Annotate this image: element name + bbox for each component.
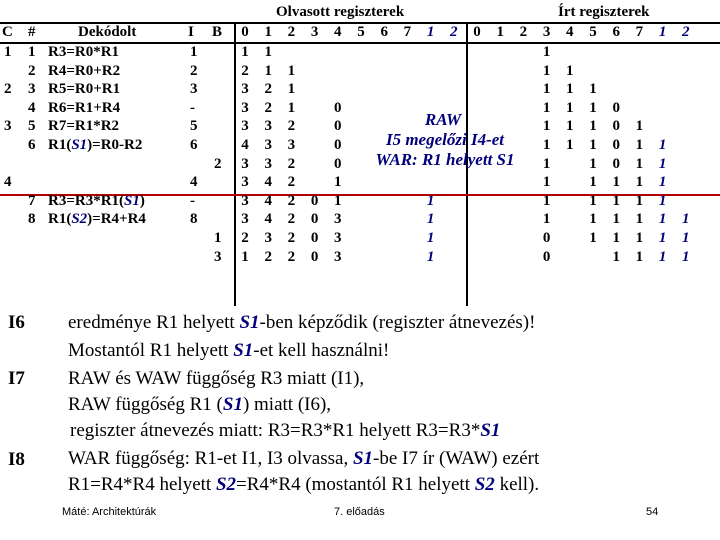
read-cell-2-1: 2 [264,81,272,98]
write-cell-3-5: 1 [589,99,597,116]
write-cell-6-5: 1 [589,155,597,172]
read-cell-11-8: 1 [426,248,435,265]
read-cell-10-0: 2 [241,230,249,246]
read-cell-10-1: 3 [264,230,272,246]
i7-line-2: RAW függőség R1 (S1) miatt (I6), [68,394,332,415]
row-num-3: 4 [28,99,36,116]
read-cell-5-0: 4 [241,137,249,153]
write-cell-8-8: 1 [658,192,667,209]
write-cell-5-5: 1 [589,137,597,153]
write-cell-5-6: 0 [612,137,620,153]
read-cell-11-0: 1 [241,248,249,265]
write-cell-6-8: 1 [658,155,667,172]
i7-line-3: regiszter átnevezés miatt: R3=R3*R1 helyett R3=R3*S1 [70,420,501,441]
write-cell-7-7: 1 [635,174,644,191]
read-cell-7-4: 1 [334,174,342,191]
col-num-header: # [28,24,36,40]
col-b-header: B [212,24,223,40]
write-cell-10-5: 1 [589,230,597,246]
write-cell-8-6: 1 [612,192,620,209]
read-cell-3-4: 0 [334,99,342,116]
write-col-header-5: 5 [589,24,597,40]
read-cell-9-2: 2 [287,211,296,228]
write-cell-10-7: 1 [635,230,644,246]
i8-line-2: R1=R4*R4 helyett S2=R4*R4 (mostantól R1 helyett S2 kell). [68,474,540,495]
read-col-header-1: 1 [264,24,272,40]
read-col-header-0: 0 [241,24,249,40]
read-cell-5-1: 3 [264,137,272,153]
row-decoded-9: R1(S2)=R4+R4 [48,211,146,228]
read-cell-6-0: 3 [241,155,249,172]
write-registers-title: Írt regiszterek [558,4,650,20]
row-num-2: 3 [28,81,36,98]
read-cell-11-4: 3 [334,248,342,265]
row-decoded-2: R5=R0+R1 [48,81,121,98]
read-cell-8-8: 1 [426,192,435,209]
read-col-header-7: 7 [403,24,412,40]
read-cell-0-1: 1 [264,44,272,60]
write-cell-10-9: 1 [682,230,690,246]
read-cell-9-4: 3 [334,211,342,228]
write-cell-6-7: 1 [635,155,644,172]
read-cell-3-2: 1 [287,99,296,116]
read-col-header-6: 6 [380,24,388,40]
write-cell-10-3: 0 [542,230,551,246]
note-raw: RAW [424,110,462,129]
write-col-header-2: 2 [519,24,528,40]
col-c-header: C [2,24,13,40]
write-cell-9-3: 1 [542,211,551,228]
read-col-header-9: 2 [450,24,458,40]
row-cycle-2: 2 [4,81,12,98]
write-col-header-8: 1 [658,24,667,40]
write-cell-6-3: 1 [542,155,551,172]
write-cell-4-7: 1 [635,118,644,135]
read-cell-4-1: 3 [264,118,272,135]
row-issue-8: - [190,192,195,209]
write-cell-3-3: 1 [542,99,551,116]
row-decoded-4: R7=R1*R2 [48,118,120,135]
write-cell-2-3: 1 [542,81,551,98]
write-cell-8-3: 1 [542,192,551,209]
read-cell-4-2: 2 [287,118,296,135]
write-cell-7-5: 1 [589,174,597,191]
write-cell-3-6: 0 [612,99,620,116]
col-decoded-header: Dekódolt [78,24,137,40]
footer-page-number: 54 [646,506,659,518]
row-decoded-1: R4=R0+R2 [48,62,121,79]
write-cell-9-9: 1 [682,211,690,228]
read-cell-5-2: 3 [287,137,296,153]
write-col-header-6: 6 [612,24,620,40]
read-cell-8-1: 4 [264,192,272,209]
write-cell-9-7: 1 [635,211,644,228]
write-cell-4-4: 1 [566,118,574,135]
read-cell-6-2: 2 [287,155,296,172]
write-cell-11-8: 1 [658,248,667,265]
read-cell-10-3: 0 [310,230,319,246]
row-decoded-3: R6=R1+R4 [48,99,121,116]
row-decoded-0: R3=R0*R1 [48,44,120,60]
write-cell-11-7: 1 [635,248,644,265]
read-cell-8-4: 1 [334,192,342,209]
write-cell-1-3: 1 [542,62,551,79]
i6-line-1: eredménye R1 helyett S1-ben képződik (regiszter átnevezés)! [68,312,536,333]
row-b-6: 2 [214,155,222,172]
read-col-header-8: 1 [426,24,435,40]
read-cell-9-3: 0 [310,211,319,228]
write-cell-11-9: 1 [682,248,690,265]
write-cell-7-3: 1 [542,174,551,191]
write-cell-7-6: 1 [612,174,620,191]
row-decoded-5: R1(S1)=R0-R2 [48,137,143,153]
read-cell-8-0: 3 [241,192,249,209]
read-cell-10-8: 1 [426,230,435,246]
i6-line-2: Mostantól R1 helyett S1-et kell használni! [68,340,390,361]
row-b-11: 3 [214,248,222,265]
write-cell-4-5: 1 [589,118,597,135]
read-cell-9-1: 4 [264,211,272,228]
read-col-header-4: 4 [334,24,342,40]
write-col-header-7: 7 [635,24,644,40]
write-cell-9-5: 1 [589,211,597,228]
write-cell-5-3: 1 [542,137,551,153]
write-cell-11-6: 1 [612,248,620,265]
write-col-header-0: 0 [473,24,481,40]
read-cell-11-3: 0 [310,248,319,265]
row-num-5: 6 [28,137,36,153]
write-cell-9-6: 1 [612,211,620,228]
read-cell-7-1: 4 [264,174,272,191]
write-cell-5-7: 1 [635,137,644,153]
read-cell-8-2: 2 [287,192,296,209]
write-cell-8-5: 1 [589,192,597,209]
write-col-header-9: 2 [682,24,690,40]
row-num-4: 5 [28,118,36,135]
write-col-header-3: 3 [542,24,551,40]
write-cell-4-3: 1 [542,118,551,135]
row-issue-5: 6 [190,137,198,153]
read-cell-10-4: 3 [334,230,342,246]
read-cell-4-0: 3 [241,118,249,135]
col-i-header: I [188,24,194,40]
read-cell-8-3: 0 [310,192,319,209]
label-i6: I6 [8,312,25,333]
read-col-header-3: 3 [310,24,319,40]
read-cell-2-2: 1 [287,81,296,98]
read-cell-6-4: 0 [334,155,342,172]
read-cell-9-8: 1 [426,211,435,228]
row-cycle-0: 1 [4,44,12,60]
i7-line-1: RAW és WAW függőség R3 miatt (I1), [68,368,365,389]
read-col-header-5: 5 [357,24,365,40]
footer-lecture: 7. előadás [334,506,385,518]
write-cell-3-4: 1 [566,99,574,116]
read-cell-5-4: 0 [334,137,342,153]
read-cell-1-0: 2 [241,62,249,79]
row-decoded-8: R3=R3*R1(S1) [48,192,145,209]
label-i8: I8 [8,449,25,470]
write-cell-2-5: 1 [589,81,597,98]
row-num-8: 7 [28,192,36,209]
read-registers-title: Olvasott regiszterek [276,4,405,20]
write-cell-11-3: 0 [542,248,551,265]
write-cell-10-6: 1 [612,230,620,246]
write-col-header-4: 4 [566,24,574,40]
write-cell-9-8: 1 [658,211,667,228]
read-cell-4-4: 0 [334,118,342,135]
row-cycle-4: 3 [4,118,12,135]
write-cell-1-4: 1 [566,62,574,79]
write-cell-5-8: 1 [658,137,667,153]
write-cell-6-6: 0 [612,155,620,172]
row-issue-1: 2 [190,62,198,79]
read-cell-11-2: 2 [287,248,296,265]
read-col-header-2: 2 [287,24,296,40]
read-cell-10-2: 2 [287,230,296,246]
write-cell-0-3: 1 [542,44,551,60]
read-cell-7-0: 3 [241,174,249,191]
row-b-10: 1 [214,230,222,246]
label-i7: I7 [8,368,25,389]
write-cell-7-8: 1 [658,174,667,191]
row-issue-7: 4 [190,174,198,191]
row-issue-4: 5 [190,118,198,135]
note-war-rename: WAR: R1 helyett S1 [375,150,515,169]
write-cell-5-4: 1 [566,137,574,153]
write-cell-10-8: 1 [658,230,667,246]
read-cell-0-0: 1 [241,44,249,60]
row-num-1: 2 [28,62,36,79]
footer-author: Máté: Architektúrák [62,506,157,518]
row-issue-9: 8 [190,211,198,228]
read-cell-9-0: 3 [241,211,249,228]
read-cell-7-2: 2 [287,174,296,191]
row-issue-0: 1 [190,44,198,60]
row-issue-2: 3 [190,81,198,98]
read-cell-3-1: 2 [264,99,272,116]
write-col-header-1: 1 [496,24,504,40]
write-cell-8-7: 1 [635,192,644,209]
read-cell-3-0: 3 [241,99,249,116]
read-cell-2-0: 3 [241,81,249,98]
row-num-0: 1 [28,44,36,60]
read-cell-11-1: 2 [264,248,272,265]
read-cell-1-2: 1 [287,62,296,79]
write-cell-4-6: 0 [612,118,620,135]
i8-line-1: WAR függőség: R1-et I1, I3 olvassa, S1-be I7 ír (WAW) ezért [68,448,540,469]
row-issue-3: - [190,99,195,116]
note-i5-precedes-i4: I5 megelőzi I4-et [385,130,505,149]
write-cell-2-4: 1 [566,81,574,98]
row-cycle-7: 4 [4,174,12,191]
row-num-9: 8 [28,211,36,228]
read-cell-6-1: 3 [264,155,272,172]
read-cell-1-1: 1 [264,62,272,79]
